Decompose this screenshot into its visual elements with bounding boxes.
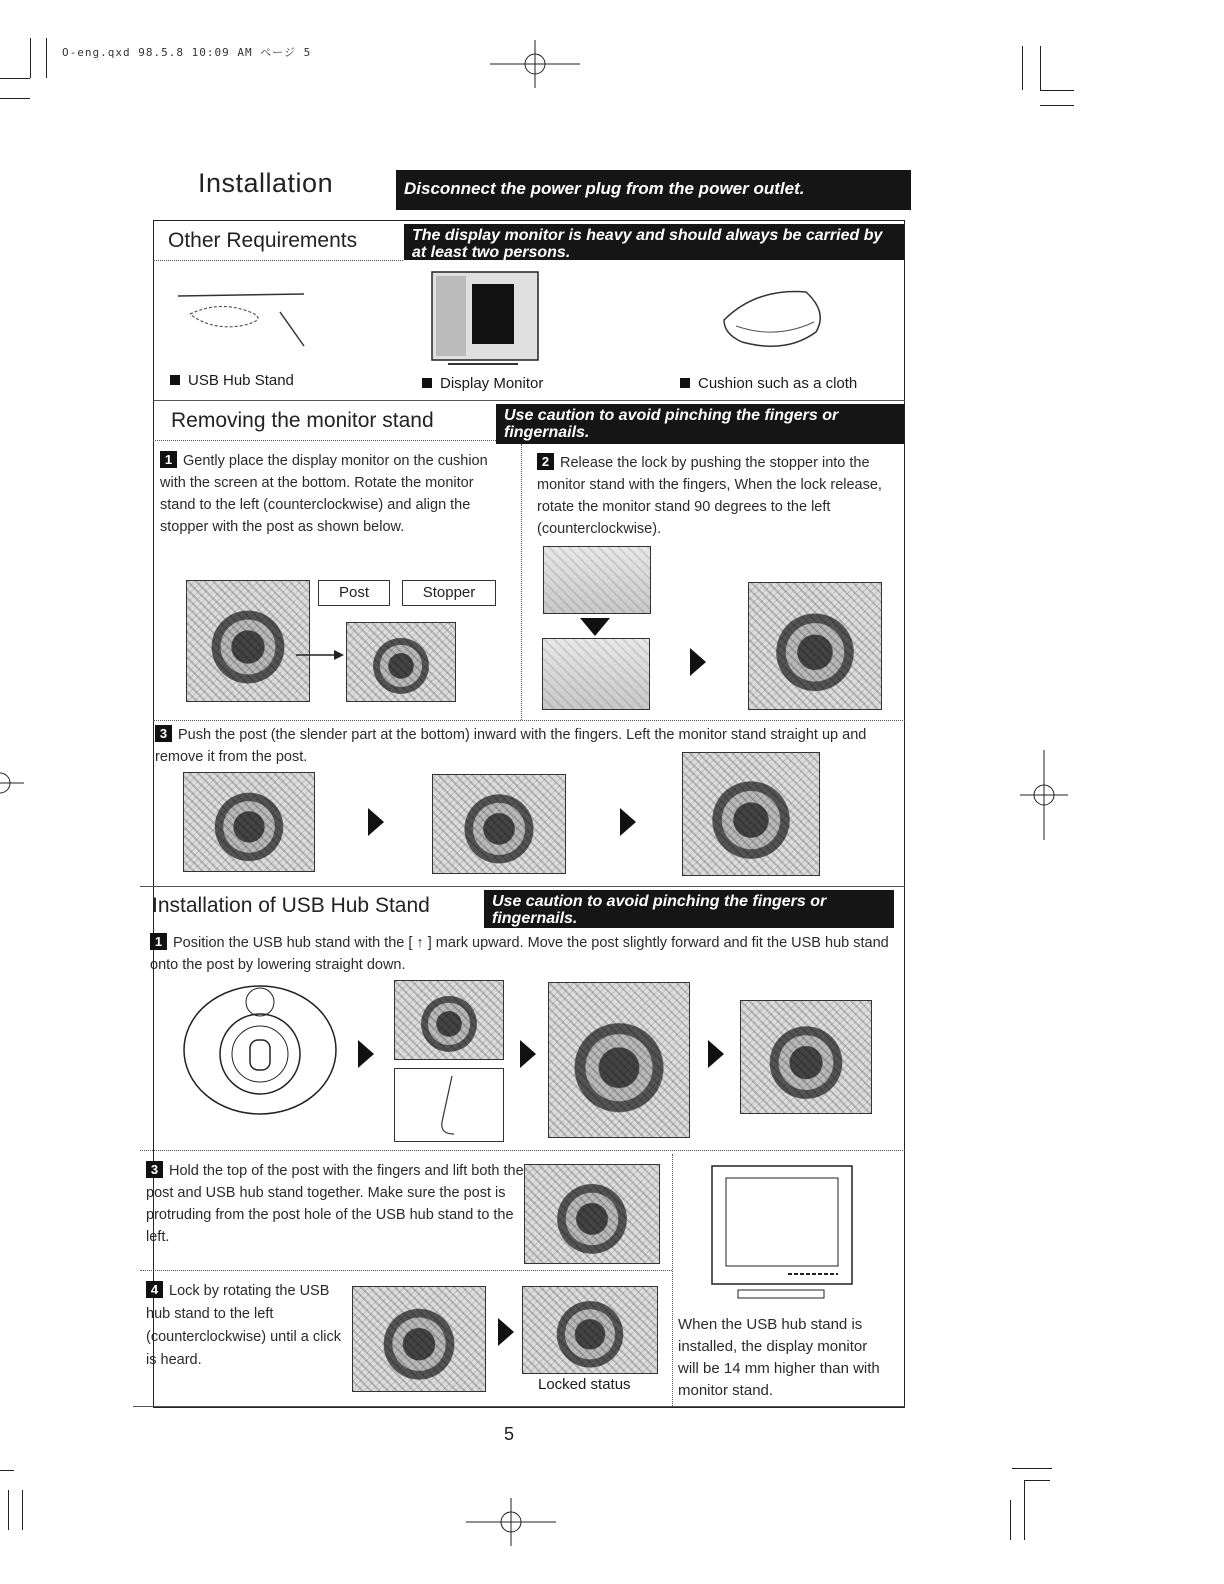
crop-mark xyxy=(0,78,30,79)
crop-mark xyxy=(1012,1468,1052,1469)
photo-press-stopper xyxy=(543,546,651,614)
crop-mark xyxy=(1024,1480,1025,1540)
arrow-right-icon xyxy=(620,808,636,836)
step-text: Push the post (the slender part at the bottom) inward with the fingers. Left the monitor stand straight up and remove it from the post. xyxy=(155,727,867,765)
divider xyxy=(153,720,905,721)
page-number: 5 xyxy=(504,1424,515,1444)
requirement-label: USB Hub Stand xyxy=(188,372,294,389)
removing-step-1 xyxy=(160,450,500,538)
divider xyxy=(521,444,522,720)
requirement-usb-hub-stand xyxy=(170,372,294,389)
arrow-right-icon xyxy=(358,1040,374,1068)
photo-stand-removed xyxy=(682,752,820,876)
requirement-label: Cushion such as a cloth xyxy=(698,375,858,392)
photo-lower-hub-onto-post xyxy=(548,982,690,1138)
usb-hub-stand-illustration xyxy=(170,282,310,352)
divider xyxy=(140,886,905,887)
display-monitor-illustration xyxy=(428,268,548,368)
usb-step-3 xyxy=(146,1160,526,1248)
step-number: 4 xyxy=(146,1281,163,1298)
post-hand-illustration xyxy=(394,1068,504,1142)
arrow-right-icon xyxy=(498,1318,514,1346)
photo-monitor-back xyxy=(186,580,310,702)
requirement-cushion xyxy=(680,375,857,392)
arrow-down-icon xyxy=(580,618,610,636)
registration-crosshair-left xyxy=(0,768,24,798)
cushion-illustration xyxy=(716,282,832,358)
step-number: 2 xyxy=(537,453,554,470)
divider xyxy=(672,1154,673,1406)
crop-mark xyxy=(1022,46,1023,90)
usb-install-warning-banner: Use caution to avoid pinching the fingers or fingernails. xyxy=(484,890,894,928)
step-text: Release the lock by pushing the stopper into the monitor stand with the fingers, When the lock release, rotate the monitor stand 90 degrees to the left (counterclockwise). xyxy=(537,455,882,537)
removing-warning-banner: Use caution to avoid pinching the fingers or fingernails. xyxy=(496,404,904,444)
crop-mark xyxy=(0,98,30,99)
registration-crosshair-bottom xyxy=(466,1498,556,1546)
post-label: Post xyxy=(318,580,390,606)
requirement-label: Display Monitor xyxy=(440,375,544,392)
stopper-label: Stopper xyxy=(402,580,496,606)
divider xyxy=(140,1150,905,1151)
arrow-right-icon xyxy=(520,1040,536,1068)
crop-mark xyxy=(46,38,47,78)
photo-push-post xyxy=(183,772,315,872)
crop-mark xyxy=(22,1490,23,1530)
arrow-right-icon xyxy=(690,648,706,676)
divider xyxy=(153,260,403,261)
photo-post-stopper-closeup xyxy=(346,622,456,702)
usb-install-title: Installation of USB Hub Stand xyxy=(152,894,430,917)
divider xyxy=(153,400,905,401)
divider xyxy=(153,440,496,441)
photo-lock-release-diagram xyxy=(542,638,650,710)
file-header: O-eng.qxd 98.5.8 10:09 AM ページ 5 xyxy=(62,46,312,59)
carry-warning-banner: The display monitor is heavy and should always be carried by at least two persons. xyxy=(404,224,904,260)
photo-locked-status xyxy=(522,1286,658,1374)
crop-mark xyxy=(1040,105,1074,106)
photo-lift-post-and-hub xyxy=(524,1164,660,1264)
other-requirements-title: Other Requirements xyxy=(168,229,358,252)
bullet-icon xyxy=(680,378,690,388)
step-text: Gently place the display monitor on the cushion with the screen at the bottom. Rotate the monitor stand to the left (counterclockwise) and align the stopper with the post as shown below. xyxy=(160,453,488,535)
crop-mark xyxy=(8,1490,9,1530)
step-text: Position the USB hub stand with the [ ↑ ] mark upward. Move the post slightly forward and fit the USB hub stand onto the post by lowering straight down. xyxy=(150,935,889,973)
step-text: Lock by rotating the USB hub stand to the left (counterclockwise) until a click is heard. xyxy=(146,1283,342,1368)
monitor-front-illustration xyxy=(708,1162,856,1310)
bullet-icon xyxy=(422,378,432,388)
crop-mark xyxy=(0,1470,14,1471)
arrow-right-icon xyxy=(368,808,384,836)
photo-position-hub xyxy=(394,980,504,1060)
step-text: Hold the top of the post with the fingers and lift both the post and USB hub stand together. Make sure the post is protruding from the post hole of the USB hub stand to the left. xyxy=(146,1163,524,1245)
step-number: 3 xyxy=(146,1161,163,1178)
divider xyxy=(133,1406,905,1407)
removing-step-2 xyxy=(537,452,901,540)
page-title: Installation xyxy=(198,168,334,198)
step-number: 1 xyxy=(160,451,177,468)
photo-lift-stand xyxy=(432,774,566,874)
locked-status-caption: Locked status xyxy=(538,1376,631,1393)
usb-step-4 xyxy=(146,1280,346,1372)
photo-rotate-hub xyxy=(352,1286,486,1392)
registration-crosshair-top xyxy=(490,40,580,88)
usb-hub-stand-diagram xyxy=(180,982,340,1118)
photo-rotated-stand xyxy=(748,582,882,710)
height-note: When the USB hub stand is installed, the display monitor will be 14 mm higher than with monitor stand. xyxy=(678,1316,880,1399)
divider xyxy=(140,1270,672,1271)
crop-mark xyxy=(30,38,31,78)
crop-mark xyxy=(1040,90,1074,91)
crop-mark xyxy=(1040,46,1041,90)
photo-hub-seated xyxy=(740,1000,872,1114)
registration-crosshair-right xyxy=(1020,750,1068,840)
power-warning-banner: Disconnect the power plug from the power outlet. xyxy=(396,170,911,210)
step-number: 1 xyxy=(150,933,167,950)
requirement-display-monitor xyxy=(422,375,543,392)
arrow-right-icon xyxy=(708,1040,724,1068)
crop-mark xyxy=(1024,1480,1050,1481)
crop-mark xyxy=(1010,1500,1011,1540)
usb-step-1 xyxy=(150,932,890,976)
arrow-right-icon xyxy=(296,648,344,662)
step-number: 3 xyxy=(155,725,172,742)
bullet-icon xyxy=(170,375,180,385)
removing-title: Removing the monitor stand xyxy=(171,409,434,432)
